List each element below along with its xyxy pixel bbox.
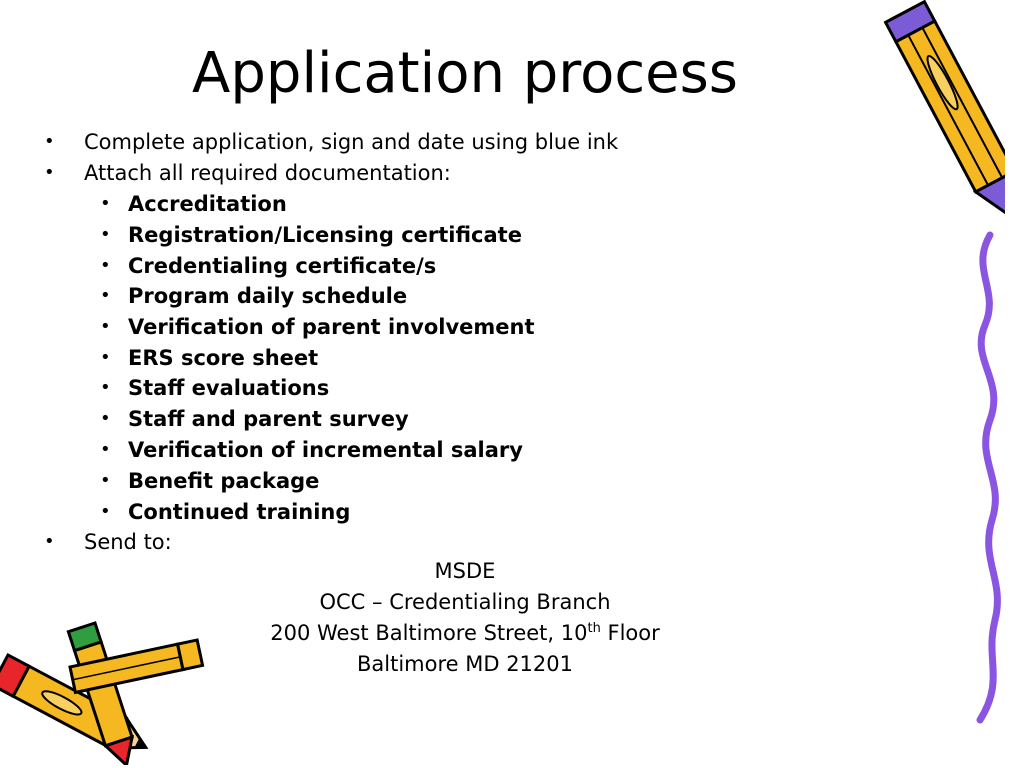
bullet-dot: • [44,162,55,183]
mailing-address [205,556,725,680]
bullet-dot: • [100,285,111,306]
sub-bullet-text: Staff and parent survey [128,407,409,431]
sub-bullet-text: Program daily schedule [128,284,408,308]
sub-bullet-text: Verification of parent involvement [128,315,535,339]
bullet-text: Complete application, sign and date using blue ink [84,130,619,154]
pencil-icon [855,0,1005,245]
bullet-dot: • [100,470,111,491]
address-line-org: MSDE [434,559,496,583]
sub-bullet-text: Continued training [128,500,351,524]
sub-bullet-text: ERS score sheet [128,346,319,370]
sub-bullet-text: Accreditation [128,192,287,216]
bullet-dot: • [100,377,111,398]
bullet-dot: • [44,531,55,552]
sub-bullet-text: Staff evaluations [128,376,330,400]
bullet-dot: • [100,193,111,214]
sub-bullet-text: Verification of incremental salary [128,438,523,462]
pencils-icon [0,615,210,765]
slide-title: Application process [192,41,738,106]
wavy-line-decoration [960,230,1024,730]
bullet-text: Attach all required documentation: [84,161,451,185]
bullet-dot: • [100,408,111,429]
address-line-branch: OCC – Credentialing Branch [319,590,611,614]
bullet-dot: • [100,224,111,245]
address-line-street [205,618,725,649]
bullet-dot: • [100,255,111,276]
sub-bullet-text: Registration/Licensing certificate [128,223,522,247]
address-street-ordinal: th [587,621,601,636]
sub-bullet-text: Credentialing certificate/s [128,254,437,278]
address-street-floor: Floor [600,621,660,645]
address-line-city: Baltimore MD 21201 [356,652,574,676]
address-street-text: 200 West Baltimore Street, 10 [270,621,588,645]
bullet-dot: • [44,131,55,152]
bullet-text: Send to: [84,530,172,554]
bullet-dot: • [100,501,111,522]
bullet-dot: • [100,439,111,460]
bullet-dot: • [100,347,111,368]
bullet-dot: • [100,316,111,337]
sub-bullet-text: Benefit package [128,469,320,493]
